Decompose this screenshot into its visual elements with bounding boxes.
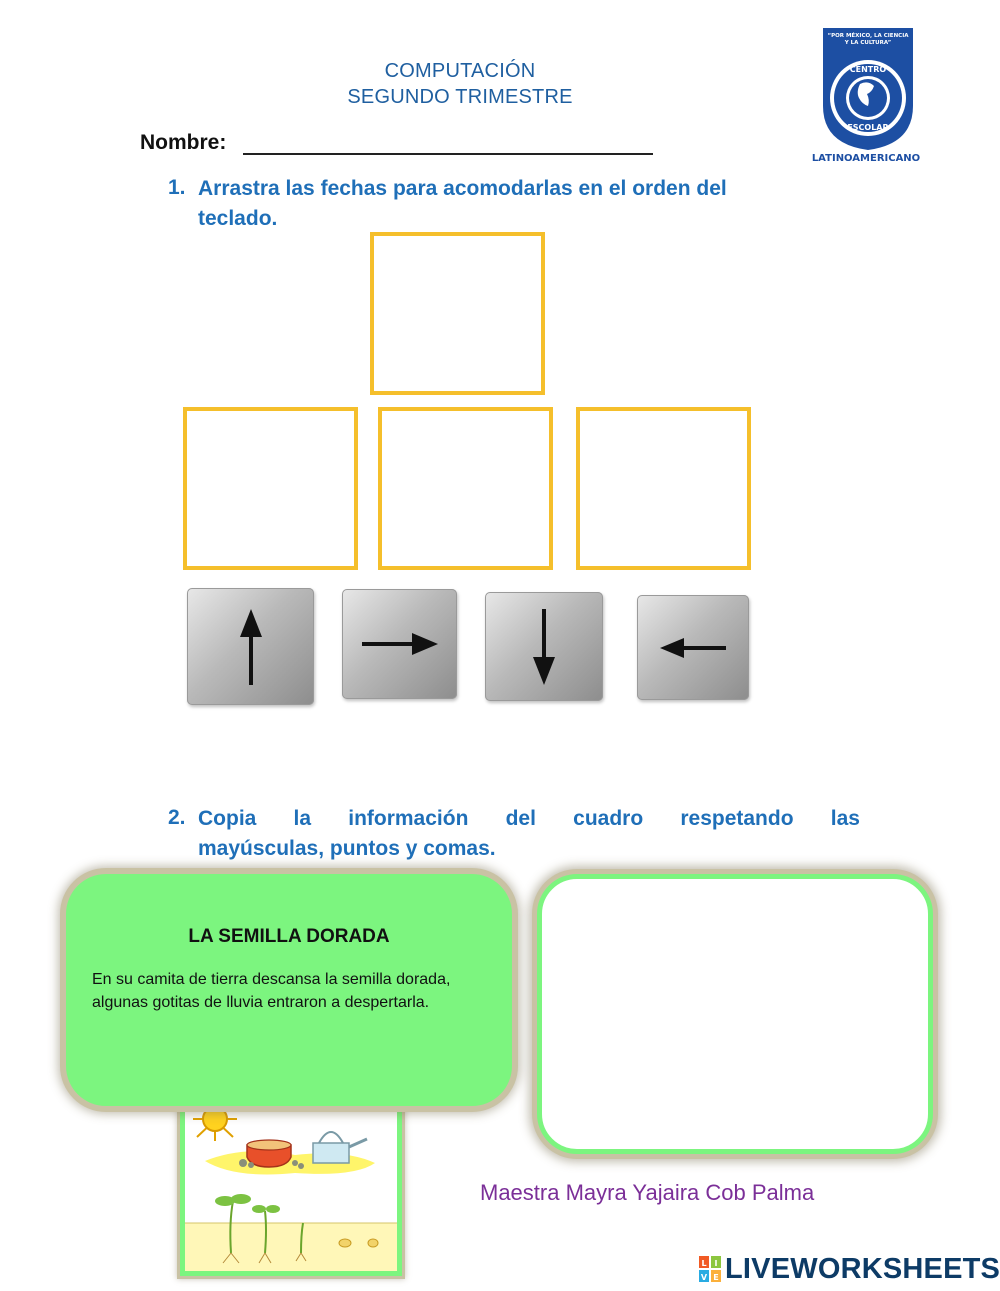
school-name: LATINOAMERICANO [811, 153, 921, 164]
story-card [66, 874, 512, 1106]
q2-word: Copia [198, 807, 257, 830]
svg-text:V: V [700, 1273, 708, 1282]
live-badge-icon [699, 1256, 721, 1282]
name-label: Nombre: [140, 131, 227, 154]
q2-word: la [293, 807, 312, 830]
question-1-line-2: teclado. [198, 207, 278, 230]
arrow-down-icon [524, 607, 564, 687]
svg-text:I: I [714, 1259, 718, 1268]
arrow-up-icon [231, 607, 271, 687]
q2-word: información [348, 807, 469, 830]
arrow-key-right[interactable] [342, 589, 457, 699]
svg-text:L: L [701, 1259, 707, 1268]
svg-text:E: E [713, 1273, 719, 1282]
name-input-line[interactable] [243, 153, 653, 155]
school-crest-icon [805, 26, 927, 168]
question-2-line-1 [198, 804, 860, 834]
question-2-number: 2. [168, 806, 186, 829]
question-1-line-1: Arrastra las fechas para acomodarlas en el orden del [198, 177, 727, 200]
drop-box-top[interactable] [370, 232, 545, 395]
arrow-key-down[interactable] [485, 592, 603, 701]
worksheet-subject: COMPUTACIÓN [384, 60, 536, 82]
svg-text:“POR MÉXICO, LA CIENCIA: “POR MÉXICO, LA CIENCIA [827, 33, 909, 39]
drop-box-left[interactable] [183, 407, 358, 570]
svg-text:Y LA CULTURA”: Y LA CULTURA” [844, 40, 892, 46]
q2-word: cuadro [573, 807, 644, 830]
story-title: LA SEMILLA DORADA [188, 926, 390, 947]
story-line: En su camita de tierra descansa la semilla dorada, [92, 971, 451, 988]
liveworksheets-brand[interactable]: LIVEWORKSHEETS [725, 1253, 1000, 1285]
story-text [92, 968, 492, 1014]
story-line: algunas gotitas de lluvia entraron a despertarla. [92, 994, 430, 1011]
q2-word: las [830, 807, 860, 830]
drop-box-middle[interactable] [378, 407, 553, 570]
q2-word: del [505, 807, 536, 830]
svg-text:ESCOLAR: ESCOLAR [847, 123, 889, 132]
question-2-line-2: mayúsculas, puntos y comas. [198, 837, 496, 860]
worksheet-term: SEGUNDO TRIMESTRE [347, 86, 573, 108]
school-logo [805, 26, 927, 168]
plant-growth-icon [185, 1103, 397, 1271]
teacher-name: Maestra Mayra Yajaira Cob Palma [480, 1180, 815, 1205]
liveworksheets-logo-icon [699, 1256, 721, 1282]
arrow-key-left[interactable] [637, 595, 749, 700]
arrow-key-up[interactable] [187, 588, 314, 705]
answer-text-area[interactable] [537, 874, 933, 1154]
svg-text:CENTRO: CENTRO [849, 65, 887, 74]
arrow-left-icon [658, 631, 728, 665]
question-1-number: 1. [168, 176, 186, 199]
seed-growth-illustration [180, 1098, 402, 1276]
arrow-right-icon [360, 624, 440, 664]
drop-box-right[interactable] [576, 407, 751, 570]
q2-word: respetando [680, 807, 794, 830]
